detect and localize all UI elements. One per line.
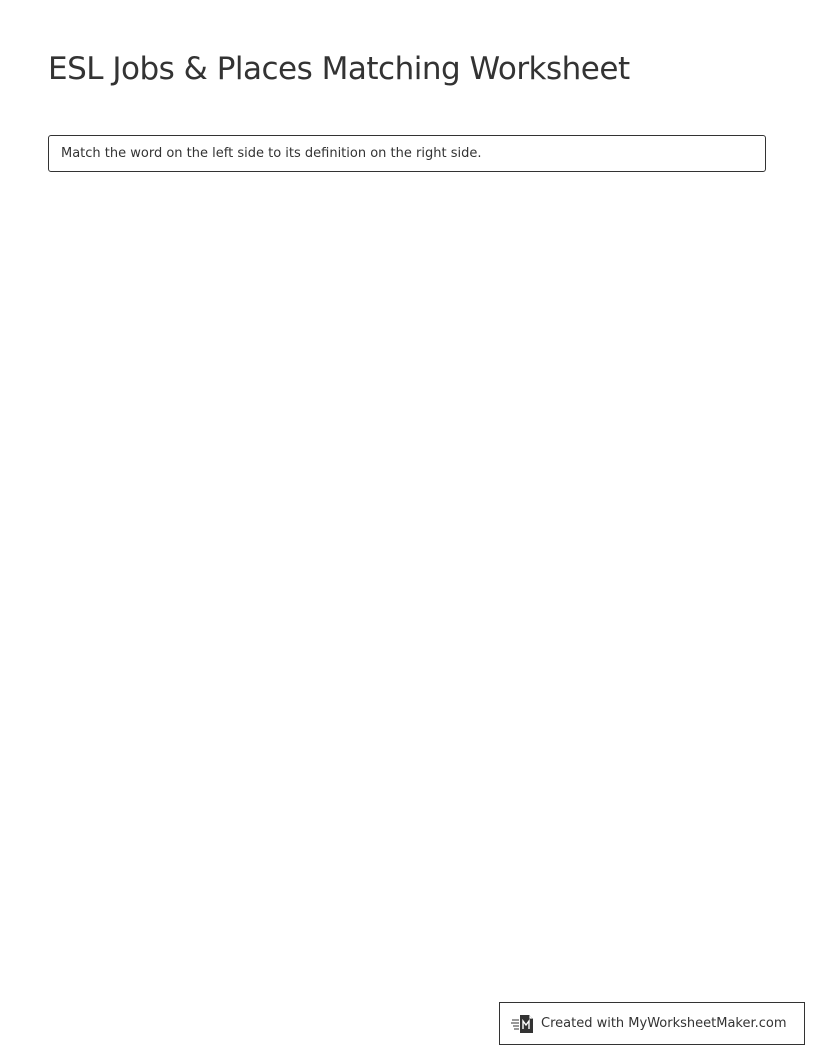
- instructions-text: Match the word on the left side to its definition on the right side.: [61, 146, 482, 161]
- credit-text[interactable]: Created with MyWorksheetMaker.com: [541, 1016, 787, 1031]
- worksheet-maker-logo-icon: [511, 1013, 535, 1035]
- credit-badge[interactable]: [499, 1002, 805, 1045]
- page-title: ESL Jobs & Places Matching Worksheet: [48, 51, 630, 87]
- instructions-box: [48, 135, 766, 172]
